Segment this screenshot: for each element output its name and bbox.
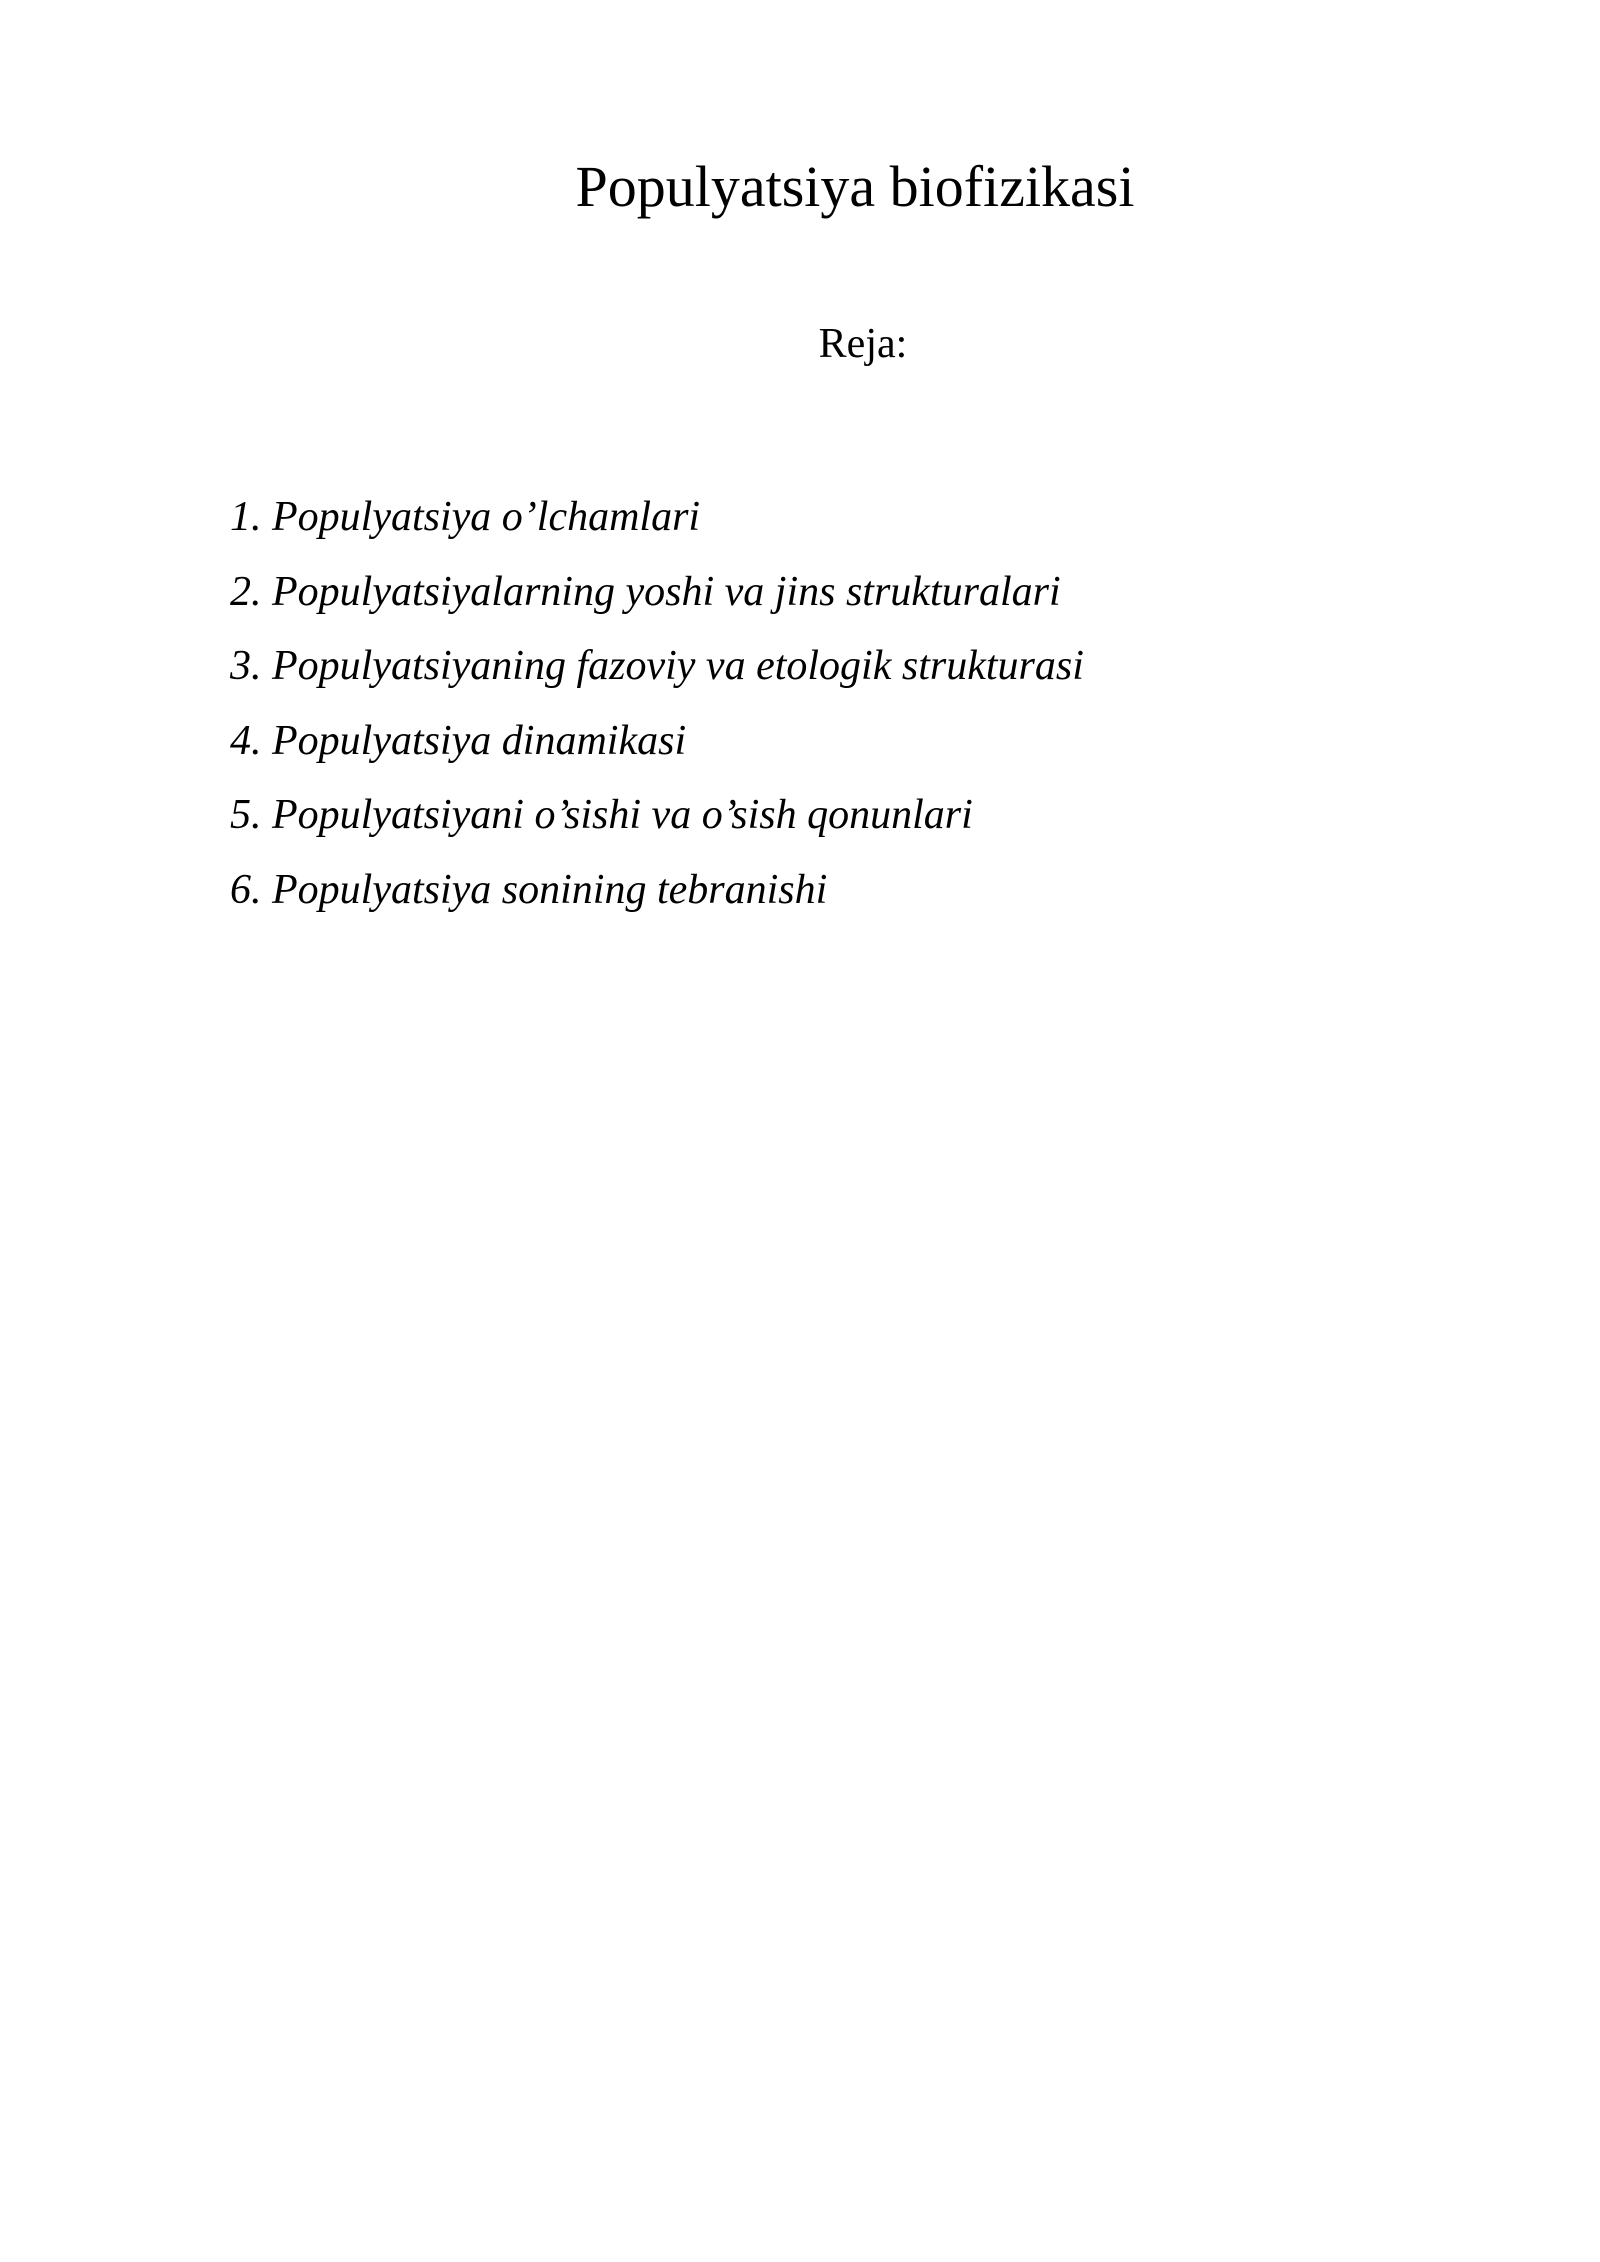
plan-heading: Reja: [818, 321, 908, 367]
plan-list [230, 480, 1084, 927]
plan-item: 4. Populyatsiya dinamikasi [230, 717, 687, 764]
plan-item: 3. Populyatsiyaning fazoviy va etologik strukturasi [230, 643, 1084, 689]
plan-item: 1. Populyatsiya o’lchamlari [230, 494, 701, 540]
plan-item: 6. Populyatsiya sonining tebranishi [230, 866, 828, 913]
plan-item: 5. Populyatsiyani o’sishi va o’sish qonunlari [230, 792, 973, 838]
document-title: Populyatsiya biofizikasi [575, 154, 1135, 219]
plan-item: 2. Populyatsiyalarning yoshi va jins strukturalari [230, 568, 1061, 615]
